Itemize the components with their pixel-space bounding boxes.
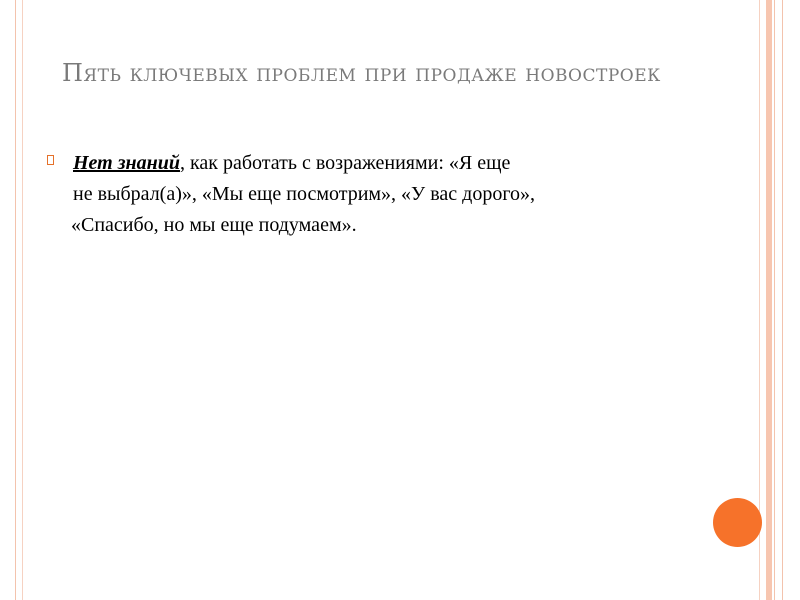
bullet-line-3: «Спасибо, но мы еще подумаем». [71,214,357,236]
bullet-line-1 [73,148,707,179]
bullet-marker-icon [47,155,54,165]
right-decorative-line [774,0,775,600]
bullet-text [73,148,707,241]
slide-title: Пять ключевых проблем при продаже новостроек [62,59,661,87]
right-decorative-bar [766,0,772,600]
decorative-circle-icon [713,498,762,547]
bullet-line-2: не выбрал(а)», «Мы еще посмотрим», «У вас дорого», [73,183,536,205]
slide-frame-inner [22,0,760,600]
bullet-line-1-rest: , как работать с возражениями: «Я еще [179,152,511,174]
bullet-item [47,148,707,241]
bullet-lead: Нет знаний [73,152,180,174]
